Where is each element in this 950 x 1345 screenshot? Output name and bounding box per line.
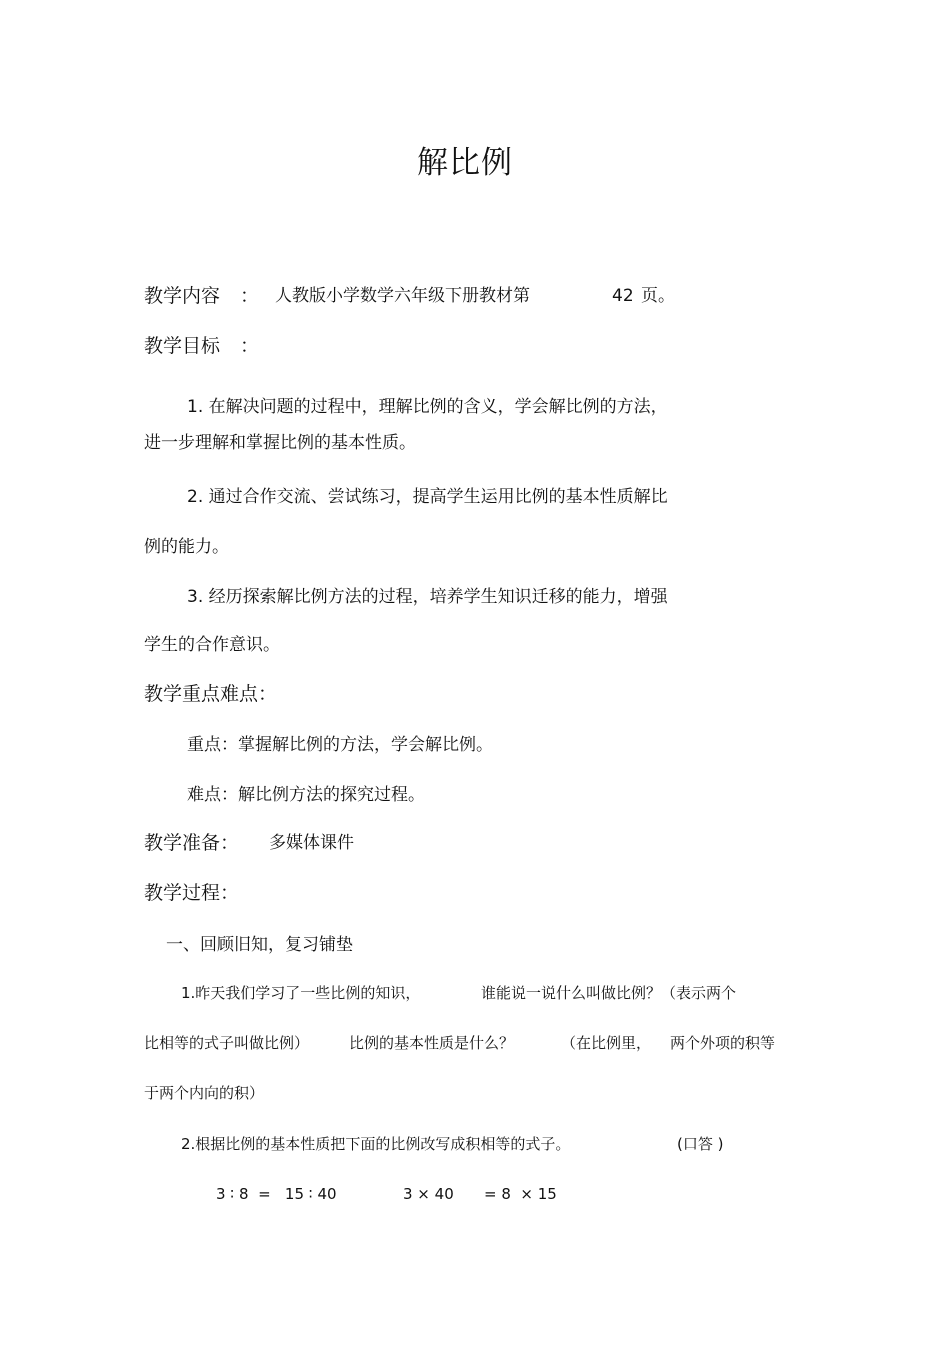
- question-1-part-d: 比例的基本性质是什么？: [349, 1034, 515, 1052]
- prep-label: 教学准备：: [144, 832, 240, 854]
- question-1-part-b: 谁能说一说什么叫做比例？（表示两个: [481, 984, 737, 1002]
- goals-label: 教学目标: [144, 335, 221, 357]
- prep-text: 多媒体课件: [269, 833, 354, 853]
- goal-item-1-line1: 1. 在解决问题的过程中，理解比例的含义，学会解比例的方法，: [187, 397, 668, 417]
- example-product-right: = 8 × 15: [484, 1185, 557, 1203]
- keypoints-label: 教学重点难点：: [144, 683, 278, 705]
- process-section-1-heading: 一、回顾旧知，复习铺垫: [166, 935, 353, 955]
- content-label: 教学内容: [144, 285, 221, 307]
- keypoint-key: 重点：掌握解比例的方法，学会解比例。: [187, 735, 493, 755]
- goal-item-3-line2: 学生的合作意识。: [144, 635, 280, 655]
- question-2-note: (口答 ): [677, 1135, 724, 1153]
- example-product-left: 3 × 40: [403, 1185, 454, 1203]
- question-1-part-g: 于两个内向的积）: [144, 1084, 265, 1102]
- process-label: 教学过程：: [144, 882, 240, 904]
- content-page-number: 42: [612, 286, 634, 306]
- goals-colon: ：: [240, 335, 260, 357]
- question-1-part-e: （在比例里，: [561, 1034, 652, 1052]
- keypoint-difficult: 难点：解比例方法的探究过程。: [187, 785, 425, 805]
- question-1-part-c: 比相等的式子叫做比例）: [144, 1034, 310, 1052]
- page-title: 解比例: [417, 145, 513, 181]
- example-proportion: 3 ∶ 8 = 15 ∶ 40: [216, 1185, 337, 1203]
- goal-item-3-line1: 3. 经历探索解比例方法的过程，培养学生知识迁移的能力，增强: [187, 587, 668, 607]
- question-1-part-a: 1.昨天我们学习了一些比例的知识，: [181, 984, 421, 1002]
- goal-item-2-line1: 2. 通过合作交流、尝试练习，提高学生运用比例的基本性质解比: [187, 487, 668, 507]
- goal-item-2-line2: 例的能力。: [144, 537, 229, 557]
- content-page-suffix: 页。: [641, 286, 675, 306]
- content-colon: ：: [240, 285, 260, 307]
- question-1-part-f: 两个外项的积等: [670, 1034, 776, 1052]
- goal-item-1-line2: 进一步理解和掌握比例的基本性质。: [144, 433, 416, 453]
- content-text: 人教版小学数学六年级下册教材第: [275, 286, 530, 306]
- question-2-text: 2.根据比例的基本性质把下面的比例改写成积相等的式子。: [181, 1135, 571, 1153]
